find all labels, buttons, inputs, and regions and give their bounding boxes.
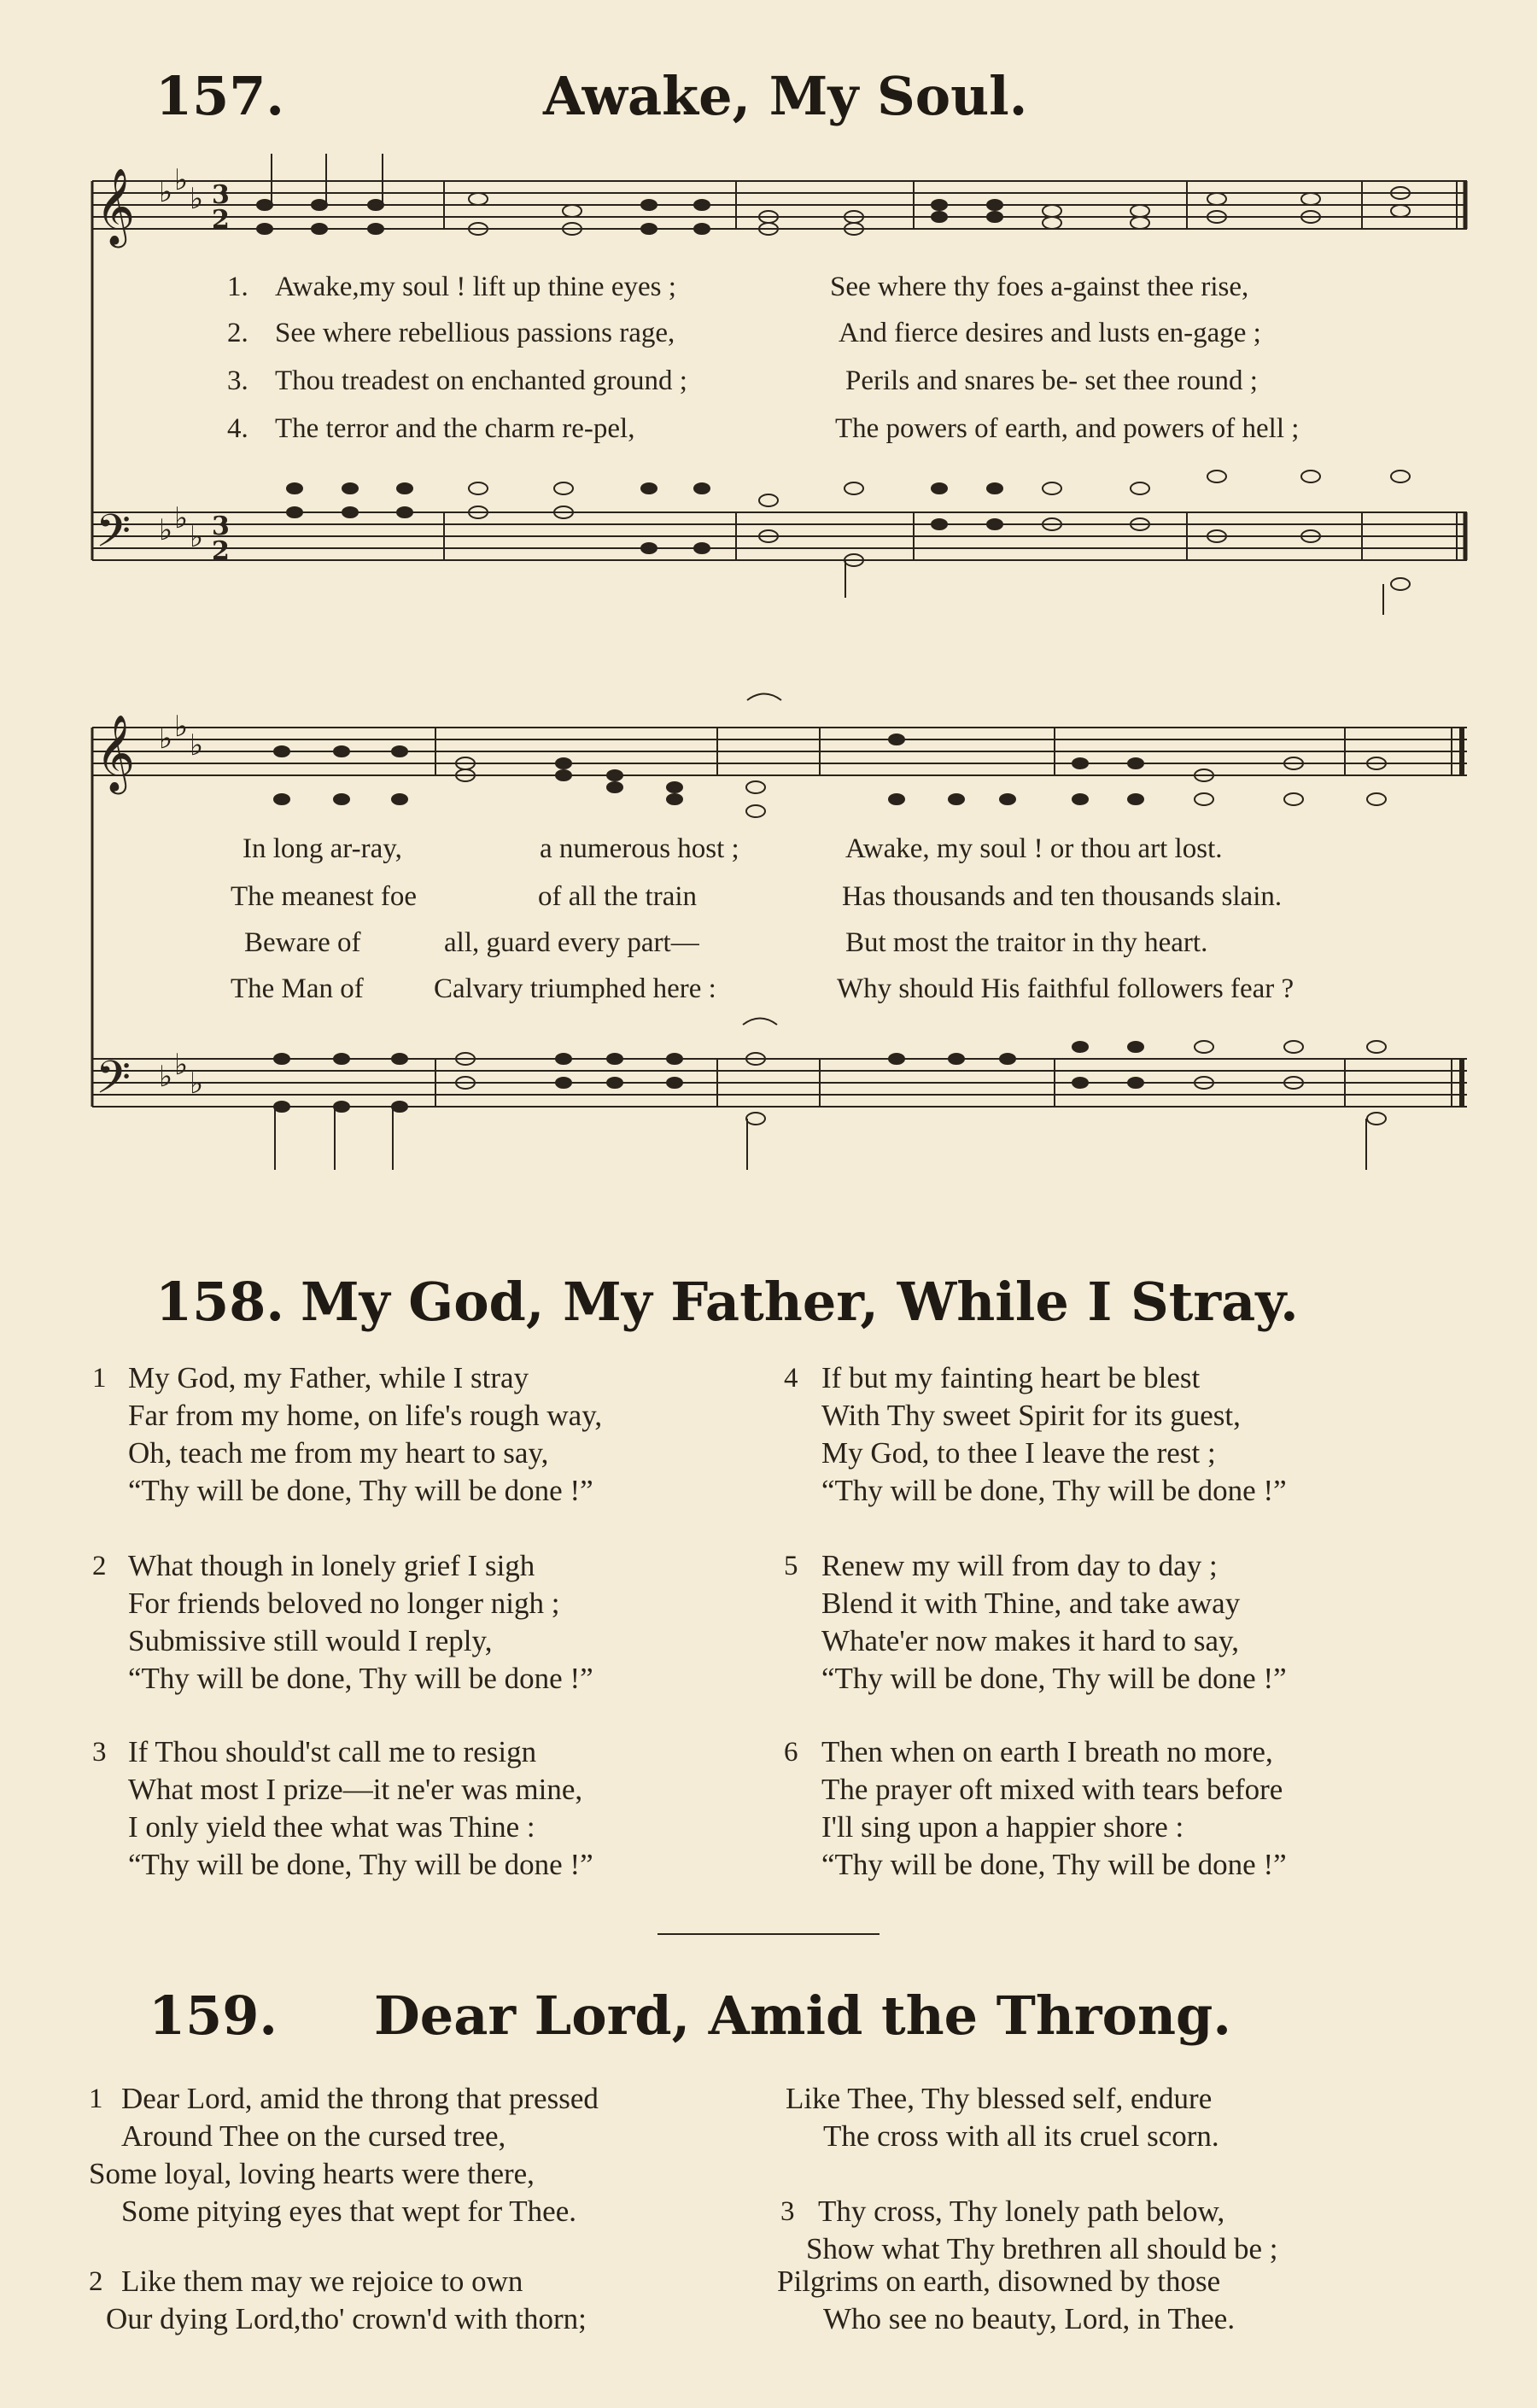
refrain-line-4-c: Why should His faithful followers fear ?: [837, 973, 1294, 1004]
hymn-157-number: 157.: [155, 65, 285, 127]
bass-time-bottom: 2: [212, 536, 230, 566]
svg-text:♭: ♭: [190, 1067, 204, 1101]
poem-line: For friends beloved no longer nigh ;: [128, 1587, 560, 1620]
verse-number: 2: [92, 1551, 107, 1581]
section-divider: [657, 1933, 880, 1935]
verse-number: 5: [784, 1551, 798, 1581]
refrain-line-1-c: Awake, my soul ! or thou art lost.: [845, 833, 1223, 864]
poem-line: My God, to thee I leave the rest ;: [821, 1436, 1216, 1470]
poem-line: Our dying Lord,tho' crown'd with thorn;: [106, 2302, 587, 2335]
verse-number: 1: [92, 1363, 107, 1394]
poem-line: My God, my Father, while I stray: [128, 1361, 529, 1394]
poem-line: I'll sing upon a happier shore :: [821, 1810, 1184, 1844]
poem-line: Who see no beauty, Lord, in Thee.: [823, 2302, 1236, 2335]
poem-line: Oh, teach me from my heart to say,: [128, 1436, 549, 1470]
poem-line: Blend it with Thine, and take away: [821, 1587, 1241, 1620]
poem-line: I only yield thee what was Thine :: [128, 1810, 535, 1844]
svg-text:♭: ♭: [174, 163, 189, 197]
poem-line: “Thy will be done, Thy will be done !”: [821, 1848, 1287, 1881]
verse-number: 1: [89, 2084, 103, 2114]
poem-line: Whate'er now makes it hard to say,: [821, 1624, 1240, 1657]
poem-line: Dear Lord, amid the throng that pressed: [121, 2082, 599, 2115]
bass-time-top: 3: [212, 511, 230, 541]
verse-number: 6: [784, 1737, 798, 1768]
poem-line: Around Thee on the cursed tree,: [121, 2119, 506, 2153]
refrain-line-2-c: Has thousands and ten thousands slain.: [842, 881, 1283, 912]
treble-clef-icon: 𝄞: [96, 715, 136, 792]
svg-text:♭: ♭: [159, 175, 173, 209]
verse-number: 3: [780, 2196, 795, 2227]
poem-line: Renew my will from day to day ;: [821, 1549, 1218, 1582]
poem-line: Far from my home, on life's rough way,: [128, 1399, 603, 1432]
poem-line: The cross with all its cruel scorn.: [823, 2119, 1219, 2153]
poem-line: “Thy will be done, Thy will be done !”: [128, 1662, 593, 1695]
key-signature-flats-icon: [159, 710, 203, 1101]
svg-text:♭: ♭: [190, 728, 204, 763]
refrain-line-1-a: In long ar-ray,: [243, 833, 402, 864]
refrain-line-2-b: of all the train: [538, 881, 698, 912]
refrain-line-4-a: The Man of: [231, 973, 364, 1004]
poem-line: With Thy sweet Spirit for its guest,: [821, 1399, 1241, 1432]
poem-line: The prayer oft mixed with tears before: [821, 1773, 1283, 1806]
poem-line: Some loyal, loving hearts were there,: [89, 2157, 535, 2190]
svg-text:♭: ♭: [174, 710, 189, 744]
verse-number: 2: [89, 2266, 103, 2297]
verse-1-line-b: See where thy foes a-gainst thee rise,: [830, 272, 1249, 302]
verse-3-number: 3.: [227, 365, 248, 396]
hymn-159-title: Dear Lord, Amid the Throng.: [374, 1984, 1231, 2047]
svg-text:♭: ♭: [159, 513, 173, 547]
verse-4-line-b: The powers of earth, and powers of hell ;: [835, 413, 1300, 444]
verse-1-line-a: Awake,my soul ! lift up thine eyes ;: [275, 272, 676, 302]
poem-line: What though in lonely grief I sigh: [128, 1549, 535, 1582]
treble-notes-system-2: [274, 694, 1386, 818]
refrain-line-2-a: The meanest foe: [231, 881, 418, 912]
poem-line: Then when on earth I breath no more,: [821, 1735, 1273, 1768]
poem-line: Show what Thy brethren all should be ;: [806, 2232, 1278, 2265]
treble-time-bottom: 2: [212, 205, 230, 235]
poem-line: “Thy will be done, Thy will be done !”: [821, 1474, 1287, 1507]
refrain-line-3-a: Beware of: [244, 927, 361, 958]
svg-text:♭: ♭: [159, 1060, 173, 1094]
verse-2-line-b: And fierce desires and lusts en-gage ;: [839, 318, 1261, 348]
poem-line: Pilgrims on earth, disowned by those: [777, 2265, 1221, 2298]
svg-text:♭: ♭: [190, 182, 204, 216]
hymn-158-title: My God, My Father, While I Stray.: [301, 1271, 1299, 1333]
poem-line: What most I prize—it ne'er was mine,: [128, 1773, 583, 1806]
poem-line: Some pitying eyes that wept for Thee.: [121, 2195, 576, 2228]
svg-text:♭: ♭: [159, 722, 173, 756]
refrain-line-4-b: Calvary triumphed here :: [434, 973, 716, 1004]
poem-line: “Thy will be done, Thy will be done !”: [128, 1474, 593, 1507]
verse-number: 3: [92, 1737, 107, 1768]
bass-clef-icon: 𝄢: [96, 1052, 131, 1115]
svg-text:♭: ♭: [174, 1048, 189, 1082]
hymn-158-number: 158.: [155, 1271, 285, 1333]
poem-line: If Thou should'st call me to resign: [128, 1735, 537, 1768]
poem-line: Like Thee, Thy blessed self, endure: [786, 2082, 1213, 2115]
verse-3-line-a: Thou treadest on enchanted ground ;: [275, 365, 687, 396]
poem-line: Like them may we rejoice to own: [121, 2265, 523, 2298]
poem-line: If but my fainting heart be blest: [821, 1361, 1201, 1394]
treble-time-top: 3: [212, 180, 230, 210]
poem-line: Submissive still would I reply,: [128, 1624, 493, 1657]
bass-clef-icon: 𝄢: [96, 506, 131, 569]
refrain-line-3-b: all, guard every part—: [444, 927, 699, 958]
verse-4-number: 4.: [227, 413, 248, 444]
svg-text:♭: ♭: [190, 520, 204, 554]
verse-3-line-b: Perils and snares be- set thee round ;: [845, 365, 1258, 396]
refrain-line-3-c: But most the traitor in thy heart.: [845, 927, 1208, 958]
poem-line: “Thy will be done, Thy will be done !”: [128, 1848, 593, 1881]
verse-2-number: 2.: [227, 318, 248, 348]
refrain-line-1-b: a numerous host ;: [540, 833, 739, 864]
verse-2-line-a: See where rebellious passions rage,: [275, 318, 675, 348]
hymn-159-number: 159.: [149, 1984, 278, 2047]
treble-clef-icon: 𝄞: [96, 168, 136, 245]
verse-4-line-a: The terror and the charm re-pel,: [275, 413, 635, 444]
hymn-157-title: Awake, My Soul.: [543, 65, 1028, 127]
verse-number: 4: [784, 1363, 798, 1394]
poem-line: “Thy will be done, Thy will be done !”: [821, 1662, 1287, 1695]
poem-line: Thy cross, Thy lonely path below,: [818, 2195, 1225, 2228]
verse-1-number: 1.: [227, 272, 248, 302]
svg-text:♭: ♭: [174, 501, 189, 535]
